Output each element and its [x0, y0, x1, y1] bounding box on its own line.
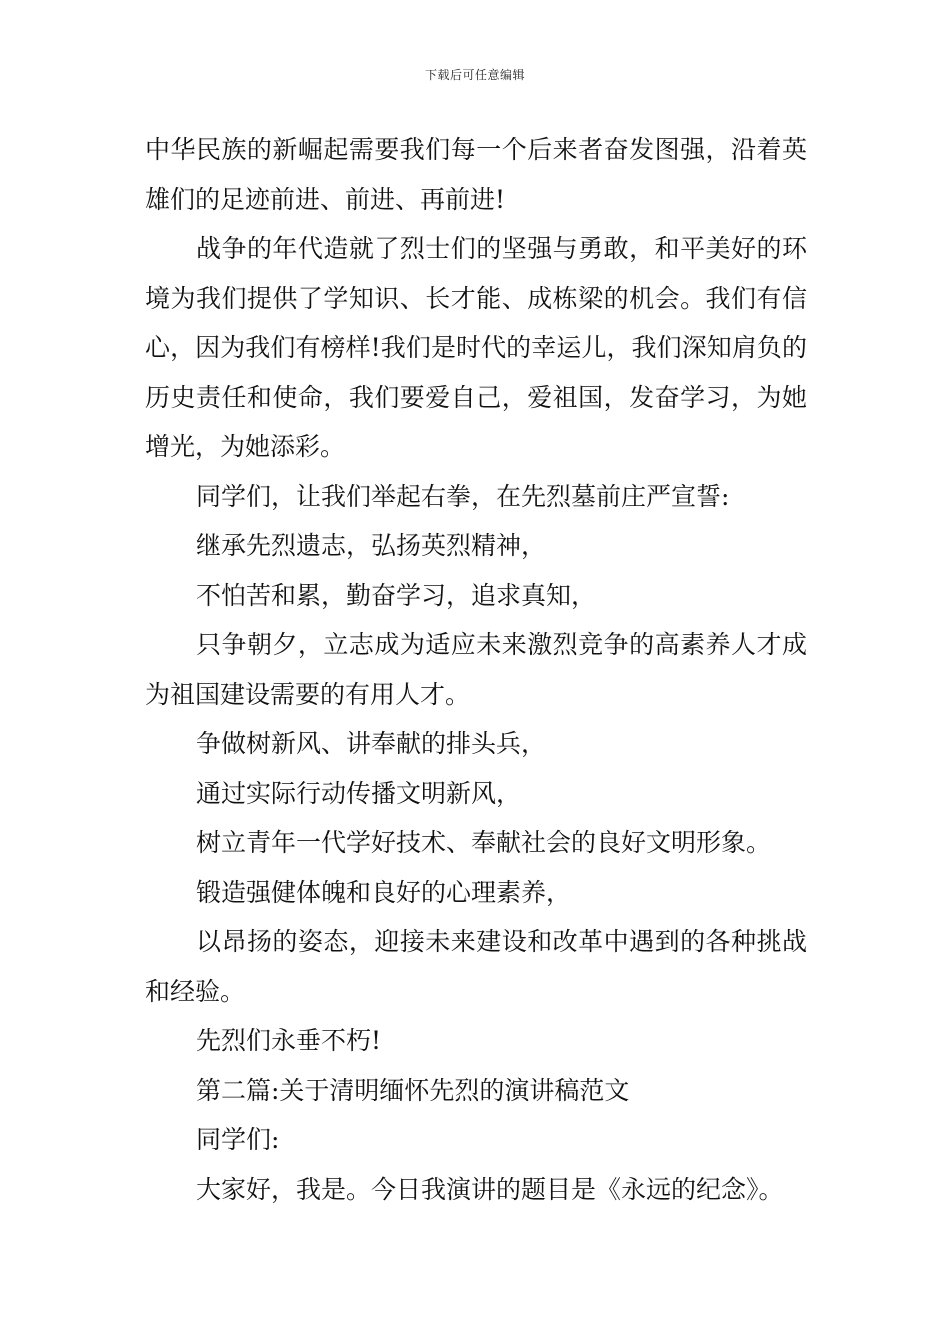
paragraph: 大家好，我是。今日我演讲的题目是《永远的纪念》。 — [196, 1174, 784, 1204]
paragraph: 只争朝夕，立志成为适应未来激烈竞争的高素养人才成为祖国建设需要的有用人才。 — [145, 630, 807, 709]
paragraph: 不怕苦和累，勤奋学习，追求真知， — [196, 580, 597, 610]
section-heading: 第二篇:关于清明缅怀先烈的演讲稿范文 — [196, 1075, 630, 1105]
paragraph: 继承先烈遗志，弘扬英烈精神， — [196, 531, 547, 560]
paragraph: 通过实际行动传播文明新风， — [196, 778, 522, 808]
paragraph: 同学们，让我们举起右拳，在先烈墓前庄严宣誓: — [196, 481, 730, 511]
paragraph: 中华民族的新崛起需要我们每一个后来者奋发图强，沿着英雄们的足迹前进、前进、再前进! — [145, 135, 807, 214]
paragraph: 战争的年代造就了烈士们的坚强与勇敢，和平美好的环境为我们提供了学知识、长才能、成栋梁的机会。我们有信心，因为我们有榜样!我们是时代的幸运儿，我们深知肩负的历史责任和使命，我们要爱自己，爱祖国，发奋学习，为她增光，为她添彩。 — [145, 234, 807, 461]
paragraph: 同学们: — [196, 1125, 280, 1154]
page-header-note: 下载后可任意编辑 — [424, 68, 525, 82]
document-body — [145, 125, 807, 1214]
paragraph: 锻造强健体魄和良好的心理素养， — [196, 877, 572, 907]
paragraph: 先烈们永垂不朽! — [196, 1026, 382, 1055]
paragraph: 以昂扬的姿态，迎接未来建设和改革中遇到的各种挑战和经验。 — [145, 927, 807, 1006]
paragraph: 争做树新风、讲奉献的排头兵， — [196, 729, 547, 758]
paragraph: 树立青年一代学好技术、奉献社会的良好文明形象。 — [196, 828, 772, 857]
